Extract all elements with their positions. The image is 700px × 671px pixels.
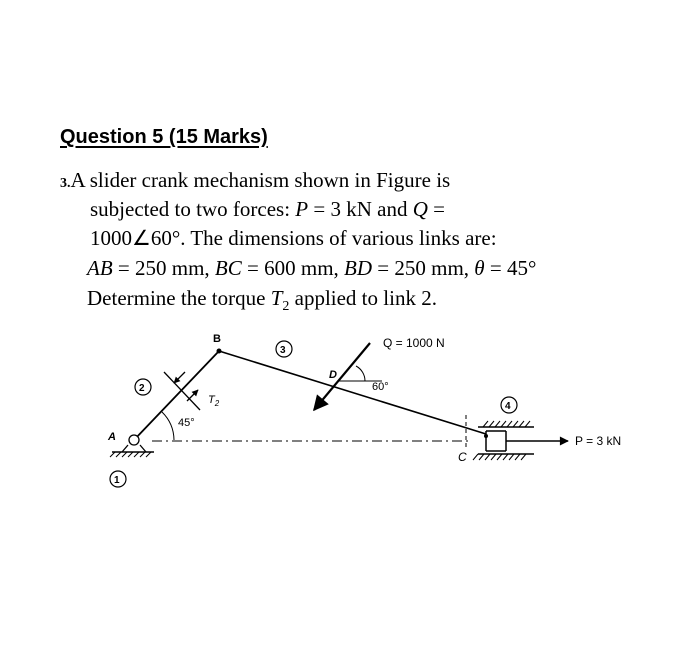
question-number: 3.: [60, 176, 71, 191]
question-line-5: Determine the torque $T_2$ applied to link 2.: [87, 286, 437, 315]
angle-arc-45: [162, 412, 174, 440]
label-45: 45°: [178, 417, 195, 429]
angle-arc-60: [356, 366, 365, 381]
label-3: 3: [280, 345, 286, 356]
link-ab: [134, 351, 219, 440]
label-60: 60°: [372, 381, 389, 393]
label-c: C: [458, 450, 467, 464]
label-4: 4: [505, 401, 511, 412]
pivot-a: [110, 435, 154, 457]
question-line-1: 3.A slider crank mechanism shown in Figure is: [60, 168, 451, 192]
question-line-3: 1000∠60°. The dimensions of various links are:: [90, 226, 497, 250]
label-1: 1: [114, 475, 120, 486]
label-a: A: [108, 431, 116, 443]
label-2: 2: [139, 383, 145, 394]
label-p: P = 3 kN: [575, 434, 622, 448]
label-d: D: [329, 369, 337, 381]
label-t2: $T_2$: [208, 394, 220, 408]
question-line-2: subjected to two forces: P = 3 kN and Q =: [90, 197, 445, 221]
question-line-4: AB = 250 mm, BC = 600 mm, BD = 250 mm, θ = 45°: [87, 256, 537, 280]
joint-b: [217, 349, 222, 354]
label-b: B: [213, 333, 221, 345]
question-heading: Question 5 (15 Marks): [60, 126, 268, 148]
force-q-arrow: [314, 343, 370, 410]
label-q: Q = 1000 N: [383, 336, 445, 350]
